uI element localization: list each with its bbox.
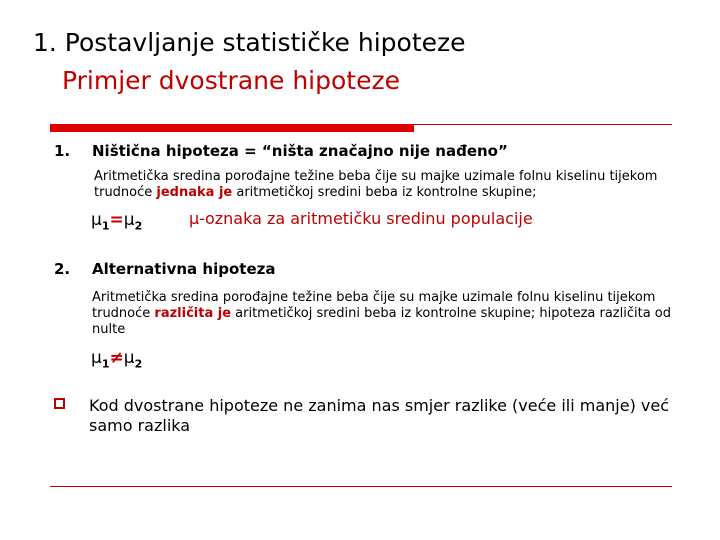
item-1-desc-highlight: jednaka je	[156, 185, 233, 200]
formula-equals: =	[109, 210, 124, 230]
formula-not-equals: ≠	[109, 348, 124, 368]
item-2-desc-text-a: Aritmetička sredina porođajne težine beba čije su majke uzimale folnu kiselinu tijekom trudnoće	[92, 290, 656, 321]
item-1-number: 1.	[54, 142, 71, 160]
item-2-formula	[91, 348, 142, 370]
item-2-description	[92, 290, 672, 338]
slide-subtitle: Primjer dvostrane hipoteze	[62, 66, 400, 95]
formula-mu-1: μ	[91, 210, 102, 230]
formula-mu-2: μ	[123, 210, 135, 230]
square-bullet-icon	[54, 398, 65, 409]
item-2-desc-highlight: različita je	[154, 306, 232, 321]
mu-definition-note: μ-oznaka za aritmetičku sredinu populacije	[189, 209, 533, 228]
item-2-desc-text-b: aritmetičkoj sredini beba iz kontrolne skupine; hipoteza različita od nulte	[92, 306, 672, 337]
title-underline-thick	[50, 124, 414, 132]
formula-sub-1: 1	[101, 219, 110, 233]
item-1-desc-text-a: Aritmetička sredina porođajne težine beba čije su majke uzimale folnu kiselinu tijekom trudnoće	[94, 169, 658, 200]
item-1-desc-text-b: aritmetičkoj sredini beba iz kontrolne skupine;	[232, 185, 537, 200]
item-2-heading: Alternativna hipoteza	[92, 260, 276, 278]
slide-title: 1. Postavljanje statističke hipoteze	[33, 28, 466, 57]
item-1-formula	[91, 210, 142, 232]
item-1-description	[94, 169, 674, 201]
title-underline-thin	[414, 124, 672, 125]
formula-sub-2: 2	[134, 219, 143, 233]
formula-mu-2: μ	[123, 348, 135, 368]
formula-sub-2: 2	[134, 357, 143, 371]
item-2-number: 2.	[54, 260, 71, 278]
formula-sub-1: 1	[101, 357, 110, 371]
item-1-heading: Ništična hipoteza = “ništa značajno nije nađeno”	[92, 142, 508, 160]
formula-mu-1: μ	[91, 348, 102, 368]
footer-rule	[50, 486, 672, 487]
bullet-text: Kod dvostrane hipoteze ne zanima nas smjer razlike (veće ili manje) već samo razlika	[89, 396, 670, 435]
